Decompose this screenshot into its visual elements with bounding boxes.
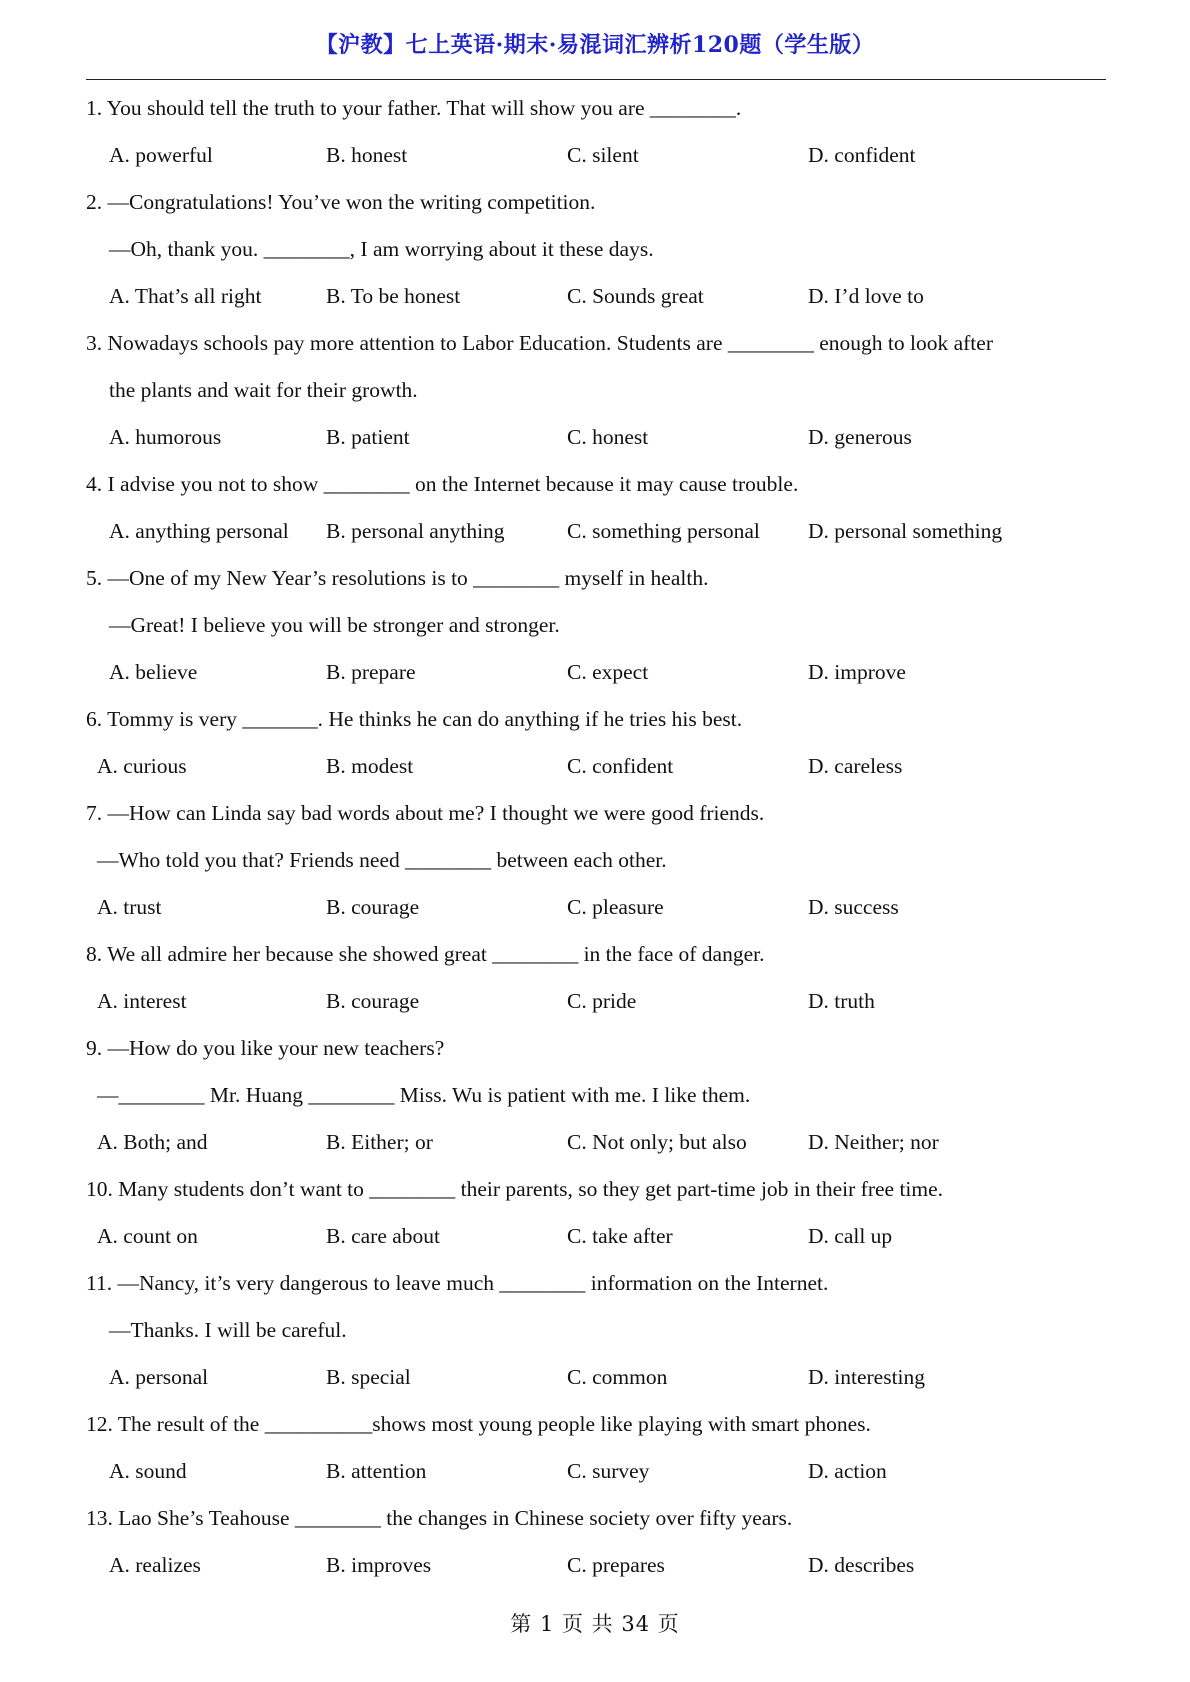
question-8-option-d: D. truth [808, 989, 875, 1013]
question-11-option-d: D. interesting [808, 1365, 926, 1389]
question-5-option-d: D. improve [808, 660, 906, 684]
question-5-reply: —Great! I believe you will be stronger and stronger. [109, 613, 560, 637]
question-12-option-b: B. attention [326, 1459, 427, 1483]
question-13-options [86, 1542, 1116, 1589]
question-7-options [86, 884, 1116, 931]
question-10-option-b: B. care about [326, 1224, 441, 1248]
question-10-stem: 10. Many students don’t want to ________ their parents, so they get part-time job in their free time. [86, 1177, 944, 1201]
question-7-reply: —Who told you that? Friends need ________ between each other. [97, 848, 667, 872]
question-10-option-d: D. call up [808, 1224, 893, 1248]
question-2-option-b: B. To be honest [326, 284, 461, 308]
question-12-stem: 12. The result of the __________shows most young people like playing with smart phones. [86, 1412, 871, 1436]
question-3-stem: 3. Nowadays schools pay more attention to Labor Education. Students are ________ enough to look after [86, 331, 993, 355]
question-9-option-a: A. Both; and [97, 1130, 208, 1154]
question-7-option-d: D. success [808, 895, 899, 919]
question-2-option-a: A. That’s all right [109, 284, 262, 308]
question-6-stem: 6. Tommy is very _______. He thinks he can do anything if he tries his best. [86, 707, 743, 731]
question-3-stem-continued: the plants and wait for their growth. [109, 378, 418, 402]
question-8-options [86, 978, 1116, 1025]
question-11-options [86, 1354, 1116, 1401]
question-13-option-a: A. realizes [109, 1553, 201, 1577]
question-1-option-c: C. silent [567, 143, 639, 167]
question-4-option-c: C. something personal [567, 519, 760, 543]
question-6-option-a: A. curious [97, 754, 187, 778]
question-6-option-d: D. careless [808, 754, 903, 778]
question-7-option-b: B. courage [326, 895, 420, 919]
question-4-stem: 4. I advise you not to show ________ on the Internet because it may cause trouble. [86, 472, 799, 496]
page-number: 第 1 页 共 34 页 [510, 1612, 680, 1636]
question-13-option-c: C. prepares [567, 1553, 665, 1577]
header-divider [86, 79, 1106, 80]
question-5-options [86, 649, 1116, 696]
question-10-option-c: C. take after [567, 1224, 673, 1248]
question-1-options [86, 132, 1116, 179]
question-11-reply: —Thanks. I will be careful. [109, 1318, 347, 1342]
document-header-title: 【沪教】七上英语·期末·易混词汇辨析120题（学生版） [315, 32, 875, 58]
question-8-option-c: C. pride [567, 989, 637, 1013]
question-2-option-c: C. Sounds great [567, 284, 704, 308]
question-list [86, 85, 1116, 1589]
question-9-option-d: D. Neither; nor [808, 1130, 939, 1154]
question-5-stem: 5. —One of my New Year’s resolutions is to ________ myself in health. [86, 566, 709, 590]
question-12-option-c: C. survey [567, 1459, 650, 1483]
question-7-option-c: C. pleasure [567, 895, 664, 919]
question-3-option-a: A. humorous [109, 425, 222, 449]
question-10-options [86, 1213, 1116, 1260]
question-2-reply: —Oh, thank you. ________, I am worrying about it these days. [109, 237, 654, 261]
question-1-stem: 1. You should tell the truth to your father. That will show you are ________. [86, 96, 742, 120]
question-8-stem: 8. We all admire her because she showed great ________ in the face of danger. [86, 942, 765, 966]
question-5-option-a: A. believe [109, 660, 198, 684]
question-7-option-a: A. trust [97, 895, 162, 919]
question-4-options [86, 508, 1116, 555]
question-1-option-a: A. powerful [109, 143, 213, 167]
question-4-option-b: B. personal anything [326, 519, 505, 543]
question-3-option-d: D. generous [808, 425, 912, 449]
question-11-stem: 11. —Nancy, it’s very dangerous to leave much ________ information on the Internet. [86, 1271, 829, 1295]
question-1-option-d: D. confident [808, 143, 916, 167]
question-3-option-b: B. patient [326, 425, 410, 449]
question-9-options [86, 1119, 1116, 1166]
question-1-option-b: B. honest [326, 143, 408, 167]
question-11-option-a: A. personal [109, 1365, 209, 1389]
question-10-option-a: A. count on [97, 1224, 198, 1248]
question-8-option-a: A. interest [97, 989, 187, 1013]
question-12-options [86, 1448, 1116, 1495]
question-11-option-c: C. common [567, 1365, 668, 1389]
question-8-option-b: B. courage [326, 989, 420, 1013]
question-13-stem: 13. Lao She’s Teahouse ________ the changes in Chinese society over fifty years. [86, 1506, 793, 1530]
question-6-option-b: B. modest [326, 754, 414, 778]
question-13-option-d: D. describes [808, 1553, 915, 1577]
question-4-option-d: D. personal something [808, 519, 1003, 543]
question-6-option-c: C. confident [567, 754, 674, 778]
question-9-option-c: C. Not only; but also [567, 1130, 747, 1154]
question-7-stem: 7. —How can Linda say bad words about me? I thought we were good friends. [86, 801, 765, 825]
question-9-option-b: B. Either; or [326, 1130, 433, 1154]
question-5-option-c: C. expect [567, 660, 649, 684]
question-2-options [86, 273, 1116, 320]
question-11-option-b: B. special [326, 1365, 411, 1389]
question-4-option-a: A. anything personal [109, 519, 289, 543]
question-13-option-b: B. improves [326, 1553, 432, 1577]
question-2-stem: 2. —Congratulations! You’ve won the writing competition. [86, 190, 596, 214]
question-6-options [86, 743, 1116, 790]
question-9-stem: 9. —How do you like your new teachers? [86, 1036, 445, 1060]
question-3-options [86, 414, 1116, 461]
question-3-option-c: C. honest [567, 425, 649, 449]
question-12-option-d: D. action [808, 1459, 887, 1483]
question-2-option-d: D. I’d love to [808, 284, 924, 308]
question-12-option-a: A. sound [109, 1459, 187, 1483]
question-9-reply: —________ Mr. Huang ________ Miss. Wu is patient with me. I like them. [97, 1083, 751, 1107]
question-5-option-b: B. prepare [326, 660, 416, 684]
